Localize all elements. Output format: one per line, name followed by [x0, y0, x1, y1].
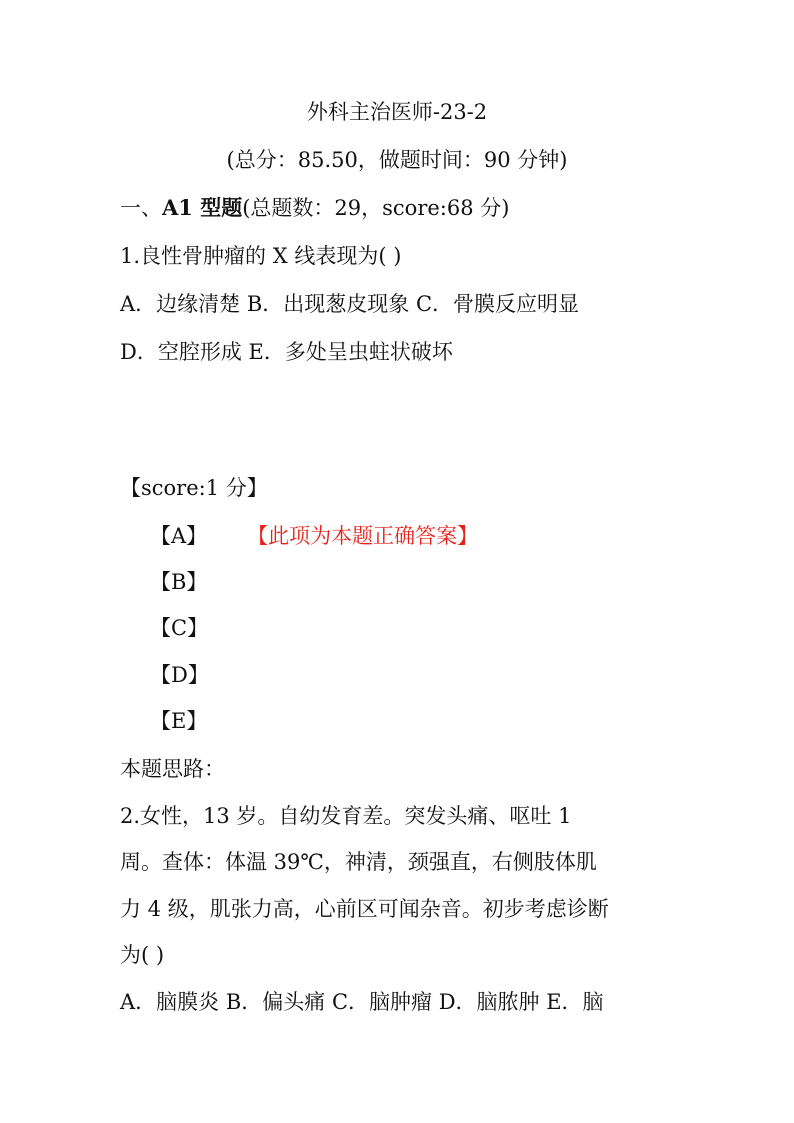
q1-analysis-label: 本题思路：: [120, 757, 225, 781]
answer-a-label: 【A】: [150, 524, 208, 548]
q2-stem-line-3: 力 4 级，肌张力高，心前区可闻杂音。初步考虑诊断: [120, 897, 609, 921]
q2-stem-line-4: 为( ): [120, 943, 165, 967]
q1-stem: 1.良性骨肿瘤的 X 线表现为( ): [120, 244, 402, 268]
q1-options-line-1: A．边缘清楚 B．出现葱皮现象 C．骨膜反应明显: [120, 292, 580, 316]
section-info: (总题数：29，score:68 分): [242, 196, 510, 220]
q2-stem-line-2: 周。查体：体温 39℃，神清，颈强直，右侧肢体肌: [120, 850, 597, 874]
answer-d-label: 【D】: [150, 663, 209, 687]
section-prefix: 一、: [120, 196, 162, 220]
section-header: [120, 193, 509, 223]
correct-answer-note: 【此项为本题正确答案】: [247, 524, 479, 548]
q1-answer-a-row: [150, 521, 478, 551]
answer-b-label: 【B】: [150, 570, 208, 594]
q2-options-line-1: A．脑膜炎 B．偏头痛 C．脑肿瘤 D．脑脓肿 E．脑: [120, 990, 604, 1014]
q1-score: 【score:1 分】: [120, 476, 268, 500]
doc-title: 外科主治医师-23-2: [306, 100, 488, 124]
doc-summary: (总分：85.50，做题时间：90 分钟): [226, 148, 568, 172]
answer-e-label: 【E】: [150, 709, 208, 733]
q1-options-line-2: D．空腔形成 E．多处呈虫蛀状破坏: [120, 340, 453, 364]
section-name: A1 型题: [162, 195, 243, 220]
q2-stem-line-1: 2.女性，13 岁。自幼发育差。突发头痛、呕吐 1: [120, 804, 572, 828]
answer-c-label: 【C】: [150, 616, 209, 640]
